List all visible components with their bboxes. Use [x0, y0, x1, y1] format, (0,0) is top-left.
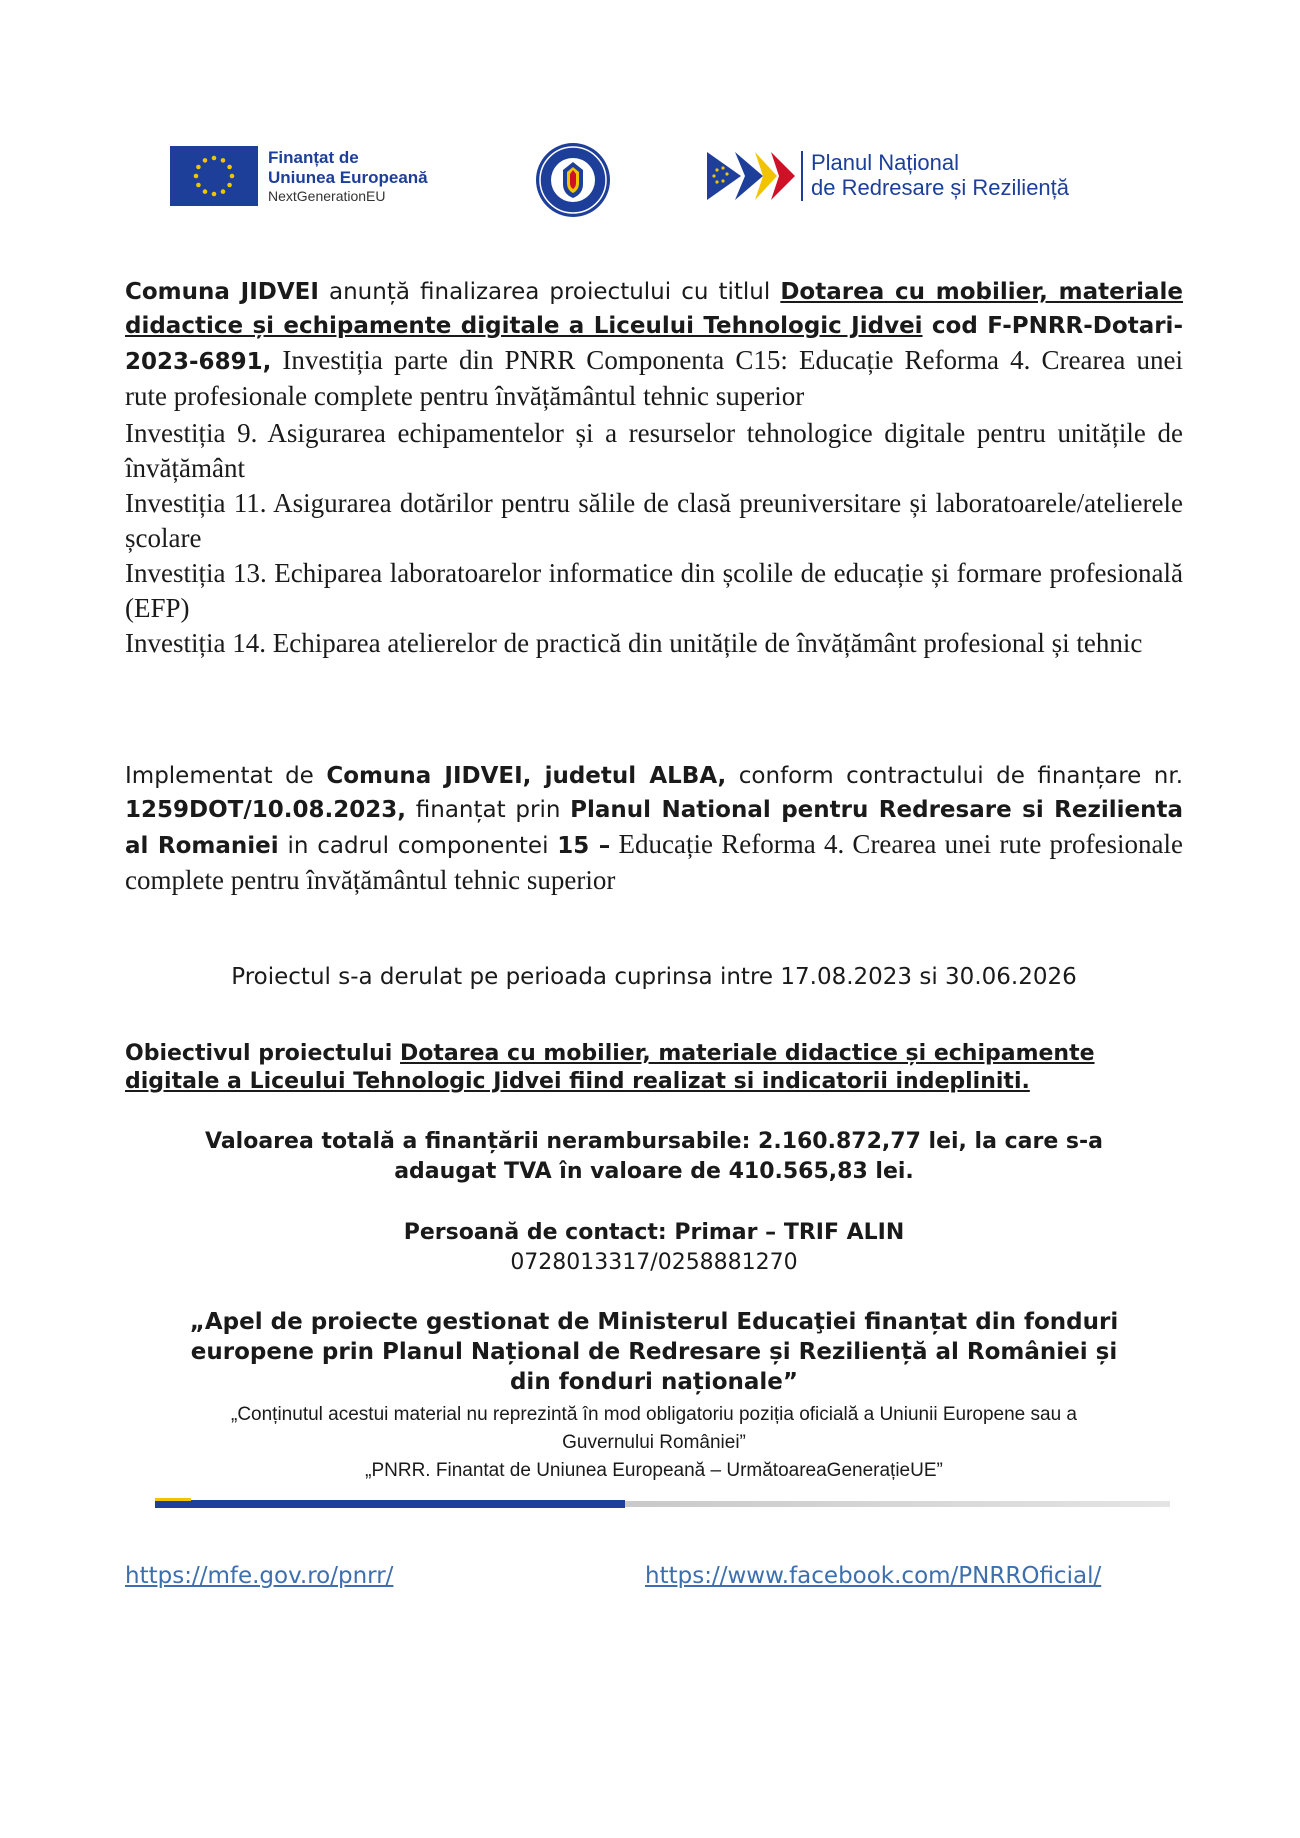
eu-logo [170, 146, 428, 206]
investment-item: Investiția 13. Echiparea laboratoarelor informatice din școlile de educație și formare profesională (EFP) [125, 558, 1183, 623]
component-number: 15 – [557, 833, 611, 859]
program-name: Planul National pentru Redresare si Rezilienta al Romaniei [125, 797, 1183, 859]
eu-logo-line1: Finanțat de [268, 148, 359, 168]
contract-number: 1259DOT/10.08.2023, [125, 797, 406, 823]
call-line3: din fonduri naționale” [509, 1369, 799, 1395]
disclaimer-line1: „Conținutul acestui material nu reprezintă în mod obligatoriu poziția oficială a Uniunii Europene sau a [231, 1404, 1077, 1425]
project-period: Proiectul s-a derulat pe perioada cuprinsa intre 17.08.2023 si 30.06.2026 [231, 964, 1077, 990]
funding-value-line2: adaugat TVA în valoare de 410.565,83 lei. [394, 1159, 914, 1184]
cod-label: cod [922, 313, 988, 339]
eu-logo-line3: NextGenerationEU [268, 187, 386, 204]
footer-color-band [155, 1497, 1170, 1511]
objective-prefix: Obiectivul proiectului [125, 1041, 401, 1066]
announce-text: anunță finalizarea proiectului cu titlul [318, 279, 781, 305]
implementation-paragraph [125, 760, 1183, 900]
objective-paragraph [125, 1040, 1183, 1096]
disclaimer [125, 1401, 1183, 1485]
pnrr-arrow-icon [705, 148, 797, 204]
impl-financed: finanțat prin [406, 797, 571, 823]
implementer: Comuna JIDVEI, judetul ALBA, [326, 763, 727, 789]
objective-text: Dotarea cu mobilier, materiale didactice și echipamente digitale a Liceului Tehnologic Jidvei fiind realizat si indicatorii indepliniti. [125, 1041, 1095, 1094]
logo-header [170, 140, 1130, 230]
investment-text: Investiția parte din PNRR Componenta C15: Educație Reforma 4. Crearea unei rute profesionale complete pentru învățământul tehnic superior [125, 345, 1183, 411]
call-statement [125, 1307, 1183, 1397]
pnrr-logo-line2: de Redresare și Reziliență [811, 175, 1070, 200]
impl-conform: conform contractului de finanțare nr. [726, 763, 1184, 789]
call-line1: „Apel de proiecte gestionat de Ministerul Educaţiei finanțat din fonduri [189, 1309, 1119, 1335]
contact-block [125, 1218, 1183, 1278]
disclaimer-line2: Guvernului României” [562, 1432, 746, 1453]
contact-phone: 0728013317/0258881270 [510, 1250, 798, 1275]
disclaimer-line3: „PNRR. Finantat de Uniunea Europeană – UrmătoareaGenerațieUE” [365, 1460, 943, 1481]
pnrr-logo-line1: Planul Național [811, 150, 959, 176]
facebook-pnrr-link[interactable]: https://www.facebook.com/PNRROficial/ [645, 1563, 1102, 1589]
component-text: Educație Reforma 4. Crearea unei rute profesionale complete pentru învățământul tehnic superior [125, 829, 1184, 895]
call-line2: europene prin Planul Național de Redresare și Reziliență al României și [190, 1339, 1118, 1365]
project-title: Dotarea cu mobilier, materiale didactice și echipamente digitale a Liceului Tehnologic Jidvei [125, 279, 1183, 339]
impl-prefix: Implementat de [125, 763, 327, 789]
investment-item: Investiția 14. Echiparea atelierelor de practică din unitățile de învățământ profesional și tehnic [125, 628, 1143, 658]
pnrr-logo [705, 148, 1069, 204]
project-code: F-PNRR-Dotari-2023-6891, [125, 313, 1183, 375]
mfe-pnrr-link[interactable]: https://mfe.gov.ro/pnrr/ [125, 1563, 394, 1589]
commune-name: Comuna JIDVEI [125, 279, 319, 305]
funding-value [125, 1127, 1183, 1187]
contact-label: Persoană de contact: [403, 1220, 667, 1245]
investment-item: Investiția 9. Asigurarea echipamentelor și a resurselor tehnologice digitale pentru unitățile de învățământ [125, 418, 1183, 483]
eu-logo-line2: Uniunea Europeană [268, 167, 428, 187]
government-seal-icon [533, 140, 613, 224]
eu-flag-icon [170, 146, 258, 206]
component-prefix: in cadrul componentei [278, 833, 558, 859]
funding-value-line1: Valoarea totală a finanțării nerambursabile: 2.160.872,77 lei, la care s-a [205, 1129, 1103, 1154]
investment-item: Investiția 11. Asigurarea dotărilor pentru sălile de clasă preuniversitare și laboratoarele/atelierele școlare [125, 488, 1183, 553]
contact-name: Primar – TRIF ALIN [666, 1220, 905, 1245]
intro-paragraph [125, 276, 1183, 661]
